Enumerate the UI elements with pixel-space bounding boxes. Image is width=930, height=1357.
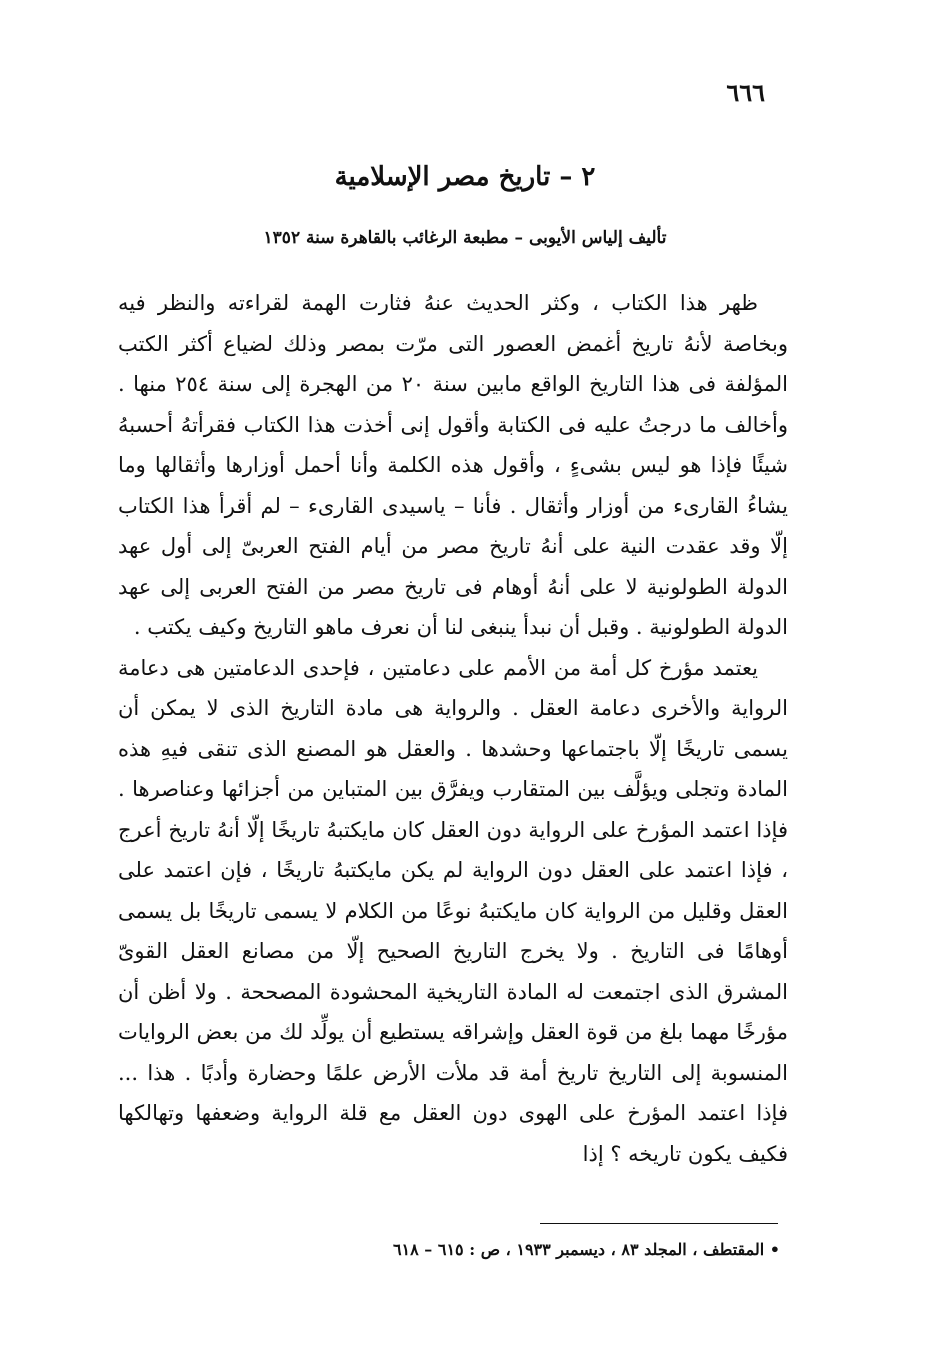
paragraph: ظهر هذا الكتاب ، وكثر الحديث عنهُ فثارت الهمة لقراءته والنظر فيه وبخاصة لأنهُ تاريخ أغمض العصور التى مرّت بمصر وذلك لضياع أكثر الكتب المؤلفة فى هذا التاريخ الواقع مابين سنة ٢٠ من الهجرة إلى سنة ٢٥٤ منها . وأخالف ما درجتُ عليه فى الكتابة وأقول إنى أخذت هذا الكتاب فقرأتهُ أحسبهُ شيئًا فإذا هو ليس بشىءٍ ، وأقول هذه الكلمة وأنا أحمل أوزارها وأثقالها وما يشاءُ القارىء من أوزار وأثقال . فأنا – ياسيدى القارىء – لم أقرأ هذا الكتاب إلّا وقد عقدت النية على أنهُ تاريخ مصر من أيام الفتح العربىّ إلى أول عهد الدولة الطولونية لا على أنهُ أوهام فى تاريخ مصر من الفتح العربى إلى عهد الدولة الطولونية . وقبل أن نبدأ ينبغى لنا أن نعرف ماهو التاريخ وكيف يكتب .	[118, 291, 788, 639]
page-number: ٦٦٦	[726, 78, 765, 107]
section-title: ٢ – تاريخ مصر الإسلامية	[334, 162, 596, 192]
footnote: • المقتطف ، المجلد ٨٣ ، ديسمبر ١٩٣٣ ، ص : ٦١٥ – ٦١٨	[392, 1240, 780, 1259]
paragraph: يعتمد مؤرخ كل أمة من الأمم على دعامتين ، فإحدى الدعامتين هى دعامة الرواية والأخرى دعامة العقل . والرواية هى مادة التاريخ الذى لا يمكن أن يسمى تاريخًا إلّا باجتماعها وحشدها . والعقل هو المصنع الذى تنقى فيهِ هذه المادة وتجلى ويؤلَّف بين المتقارب ويفرَّق بين المتباين من أجزائها وعناصرها . فإذا اعتمد المؤرخ على الرواية دون العقل كان مايكتبهُ تاريخًا إلّا أنهُ تاريخ أعرج ، فإذا اعتمد على العقل دون الرواية لم يكن مايكتبهُ تاريخًا ، فإن اعتمد على العقل وقليل من الرواية كان مايكتبهُ نوعًا من الكلام لا يسمى تاريخًا بل يسمى أوهامًا فى التاريخ . ولا يخرج التاريخ الصحيح إلّا من مصانع العقل القوىّ المشرق الذى اجتمعت له المادة التاريخية المحشودة المصححة . ولا أظن أن مؤرخًا مهما بلغ من قوة العقل وإشراقه يستطيع أن يولِّد لك من بعض الروايات المنسوبة إلى التاريخ تاريخ أمة قد ملأت الأرض علمًا وحضارة وأدبًا . هذا ... فإذا اعتمد المؤرخ على الهوى دون العقل مع قلة الرواية وضعفها وتهالكها فكيف يكون تاريخه ؟ إذا	[118, 655, 788, 1166]
body-text	[118, 283, 788, 1174]
book-citation: تأليف إلياس الأيوبى – مطبعة الرغائب بالقاهرة سنة ١٣٥٢	[263, 228, 667, 248]
footnote-divider	[540, 1223, 778, 1224]
